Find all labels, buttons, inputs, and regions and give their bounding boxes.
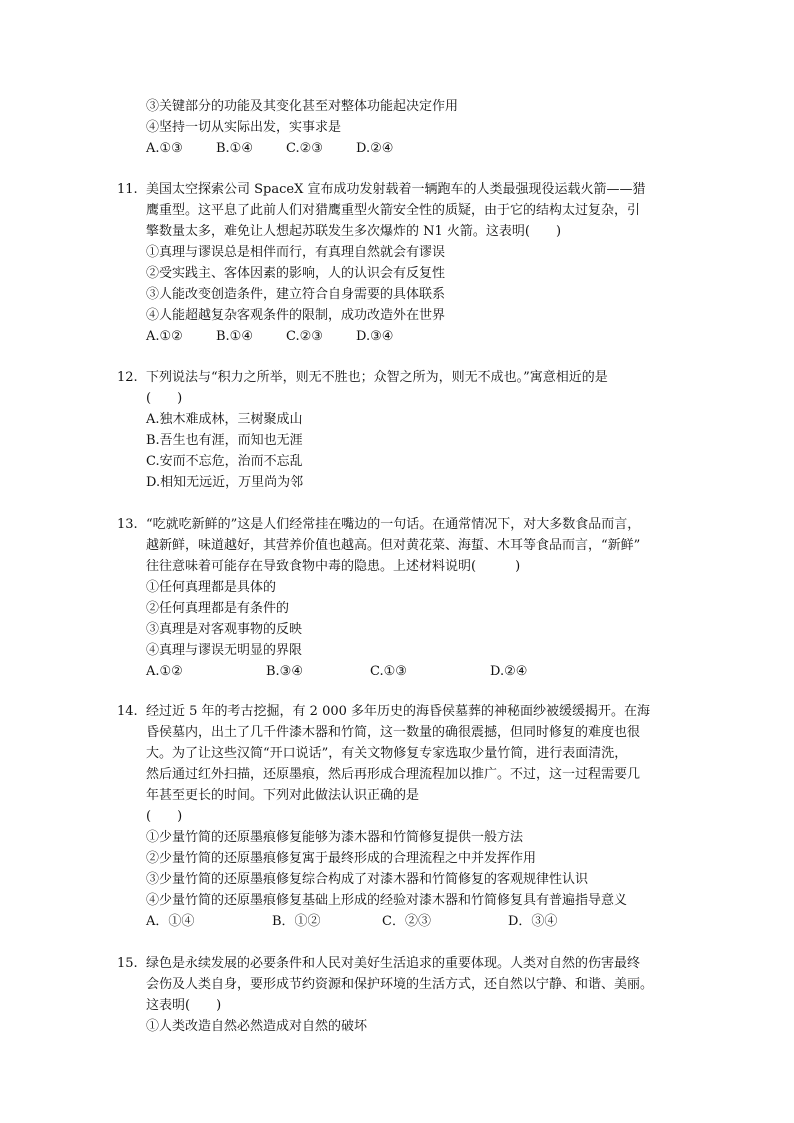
stem-line: 擎数量太多，难免让人想起苏联发生多次爆炸的 N1 火箭。这表明( ) bbox=[146, 224, 562, 239]
choice-c[interactable]: C.①③ bbox=[370, 664, 407, 679]
question-number: 12. bbox=[117, 370, 138, 385]
question-stem bbox=[117, 179, 686, 242]
option-statement: ①少量竹简的还原墨痕修复能够为漆木器和竹简修复提供一般方法 bbox=[146, 830, 524, 845]
option-statement: ③人能改变创造条件，建立符合自身需要的具体联系 bbox=[146, 287, 446, 302]
choice-c[interactable]: C．②③ bbox=[382, 914, 431, 929]
question-number: 14. bbox=[117, 704, 138, 719]
option-statement: ②少量竹简的还原墨痕修复寓于最终形成的合理流程之中并发挥作用 bbox=[146, 851, 537, 866]
option-statement: ②受实践主、客体因素的影响，人的认识会有反复性 bbox=[146, 266, 446, 281]
option-statement: ①真理与谬误总是相伴而行，有真理自然就会有谬误 bbox=[146, 245, 446, 260]
option-statement: ③真理是对客观事物的反映 bbox=[146, 622, 303, 637]
choice-b[interactable]: B.吾生也有涯，而知也无涯 bbox=[146, 433, 303, 448]
choice-a[interactable]: A.独木难成林，三树聚成山 bbox=[146, 412, 303, 427]
option-statement: ④人能超越复杂客观条件的限制，成功改造外在世界 bbox=[146, 308, 446, 323]
question-number: 15. bbox=[117, 956, 138, 971]
question-number: 11. bbox=[117, 182, 138, 197]
stem-line: ( ) bbox=[146, 809, 183, 824]
stem-line: 年甚至更长的时间。下列对此做法认识正确的是 bbox=[146, 788, 420, 803]
option-statement: ①任何真理都是具体的 bbox=[146, 580, 277, 595]
question-12 bbox=[117, 367, 686, 493]
question-number: 13. bbox=[117, 517, 138, 532]
question-stem bbox=[117, 701, 686, 827]
stem-line: 大。为了让这些汉简“开口说话”，有关文物修复专家选取少量竹简，进行表面清洗， bbox=[146, 746, 628, 761]
choice-b[interactable]: B.①④ bbox=[216, 141, 253, 156]
stem-line: 会伤及人类自身，要形成节约资源和保护环境的生活方式，还自然以宁静、和谐、美丽。 bbox=[146, 977, 654, 992]
choice-d[interactable]: D．③④ bbox=[508, 914, 558, 929]
stem-line: 这表明( ) bbox=[146, 998, 222, 1013]
question-13 bbox=[117, 514, 686, 682]
question-15 bbox=[117, 953, 686, 1037]
stem-line: 越新鲜，味道越好，其营养价值也越高。但对黄花菜、海蜇、木耳等食品而言，“新鲜” bbox=[146, 538, 641, 553]
stem-line: 往往意味着可能存在导致食物中毒的隐患。上述材料说明( ) bbox=[146, 559, 521, 574]
question-14 bbox=[117, 701, 686, 932]
choice-d[interactable]: D.②④ bbox=[490, 664, 528, 679]
question-stem bbox=[117, 953, 686, 1016]
answer-choices bbox=[146, 138, 686, 159]
stem-line: 然后通过红外扫描，还原墨痕，然后再形成合理流程加以推广。不过，这一过程需要几 bbox=[146, 767, 641, 782]
answer-choices bbox=[146, 911, 686, 932]
stem-line: “吃就吃新鲜的”这是人们经常挂在嘴边的一句话。在通常情况下，对大多数食品而言， bbox=[146, 517, 641, 532]
option-statement: ④真理与谬误无明显的界限 bbox=[146, 643, 303, 658]
choice-d[interactable]: D.相知无远近，万里尚为邻 bbox=[146, 475, 304, 490]
stem-line: 下列说法与“积力之所举，则无不胜也；众智之所为，则无不成也。”寓意相近的是 bbox=[146, 370, 608, 385]
answer-choices bbox=[146, 661, 686, 682]
answer-choices bbox=[146, 326, 686, 347]
question-stem bbox=[117, 514, 686, 577]
choice-b[interactable]: B.③④ bbox=[266, 664, 303, 679]
stem-line: 经过近 5 年的考古挖掘，有 2 000 多年历史的海昏侯墓葬的神秘面纱被缓缓揭开。在海 bbox=[146, 704, 651, 719]
option-statement: ②任何真理都是有条件的 bbox=[146, 601, 290, 616]
choice-d[interactable]: D.②④ bbox=[356, 141, 394, 156]
stem-line: ( ) bbox=[146, 391, 183, 406]
option-statement: ①人类改造自然必然造成对自然的破坏 bbox=[146, 1019, 368, 1034]
choice-b[interactable]: B.①④ bbox=[216, 329, 253, 344]
choice-b[interactable]: B．①② bbox=[272, 914, 321, 929]
question-stem bbox=[117, 367, 686, 409]
choice-a[interactable]: A.①② bbox=[146, 664, 183, 679]
choice-a[interactable]: A.①② bbox=[146, 329, 183, 344]
choice-c[interactable]: C.②③ bbox=[286, 141, 323, 156]
question-11 bbox=[117, 179, 686, 347]
choice-c[interactable]: C.②③ bbox=[286, 329, 323, 344]
stem-line: 绿色是永续发展的必要条件和人民对美好生活追求的重要体现。人类对自然的伤害最终 bbox=[146, 956, 641, 971]
option-statement: ③少量竹简的还原墨痕修复综合构成了对漆木器和竹简修复的客观规律性认识 bbox=[146, 872, 589, 887]
stem-line: 昏侯墓内，出土了几千件漆木器和竹简，这一数量的确很震撼，但同时修复的难度也很 bbox=[146, 725, 641, 740]
choice-c[interactable]: C.安而不忘危，治而不忘乱 bbox=[146, 454, 303, 469]
stem-line: 鹰重型。这平息了此前人们对猎鹰重型火箭安全性的质疑，由于它的结构太过复杂，引 bbox=[146, 203, 641, 218]
choice-a[interactable]: A．①④ bbox=[146, 914, 195, 929]
choice-a[interactable]: A.①③ bbox=[146, 141, 183, 156]
question-10-continued bbox=[146, 96, 686, 159]
option-statement: ③关键部分的功能及其变化甚至对整体功能起决定作用 bbox=[146, 99, 459, 114]
option-statement: ④坚持一切从实际出发，实事求是 bbox=[146, 120, 342, 135]
option-statement: ④少量竹简的还原墨痕修复基础上形成的经验对漆木器和竹简修复具有普遍指导意义 bbox=[146, 893, 628, 908]
stem-line: 美国太空探索公司 SpaceX 宣布成功发射载着一辆跑车的人类最强现役运载火箭——猎 bbox=[146, 182, 646, 197]
choice-d[interactable]: D.③④ bbox=[356, 329, 394, 344]
